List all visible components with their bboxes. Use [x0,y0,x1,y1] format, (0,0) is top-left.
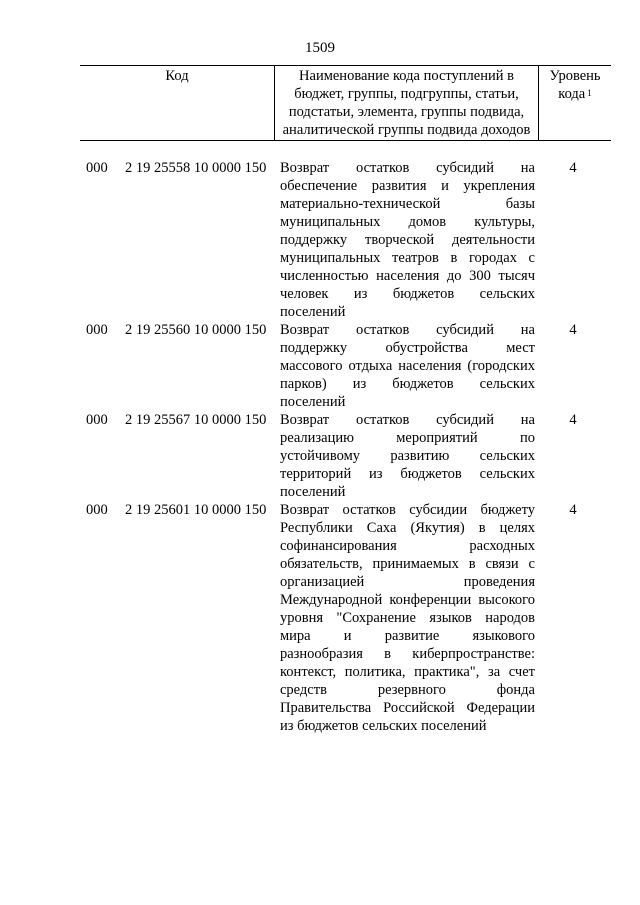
code-name-line: Возврат остатков субсидий на [280,412,535,428]
code-name-line: муниципальных театров в городах с [280,250,535,266]
page-number: 1509 [305,40,335,56]
table-header [80,65,611,141]
code-name-line: разнообразия в киберпространстве: [280,646,535,662]
header-level-line: Уровень [549,68,601,84]
code-name-line: мира и развитие языкового [280,628,535,644]
admin-code: 000 [86,322,108,338]
code-name-line: Возврат остатков субсидий на [280,160,535,176]
header-name-line: Наименование кода поступлений в [299,68,514,84]
code-name-line: уровня "Сохранение языков народов [280,610,535,626]
code-name-line: парков) из бюджетов сельских [280,376,535,392]
code-level: 4 [569,160,577,176]
code-name-line: устойчивому развитию сельских [280,448,535,464]
code-name-line: территорий из бюджетов сельских [280,466,535,482]
code-name-line: массового отдыха населения (городских [280,358,535,374]
code-name-line: Правительства Российской Федерации [280,700,535,716]
header-level [539,67,611,103]
code-name-line: поселений [280,484,346,500]
code-name-line: софинансирования расходных [280,538,535,554]
revenue-code: 2 19 25601 10 0000 150 [125,502,267,518]
code-name-line: Республики Саха (Якутия) в целях [280,520,535,536]
header-name-line: подстатьи, элемента, группы подвида, [288,104,525,120]
code-name-line: численностью населения до 300 тысяч [280,268,535,284]
code-name-line: контекст, политика, практика", за счет [280,664,535,680]
code-name-line: Возврат остатков субсидий на [280,322,535,338]
admin-code: 000 [86,412,108,428]
header-code: Код [165,68,189,84]
code-name-line: обеспечение развития и укрепления [280,178,535,194]
header-name-line: бюджет, группы, подгруппы, статьи, [294,86,519,102]
code-name-line: Возврат остатков субсидии бюджету [280,502,535,518]
code-name [280,501,535,735]
header-name-line: аналитической группы подвида доходов [282,122,531,138]
table-row [80,501,611,735]
admin-code: 000 [86,160,108,176]
code-level: 4 [569,502,577,518]
admin-code: 000 [86,502,108,518]
code-name-line: муниципальных домов культуры, [280,214,535,230]
code-name-line: поддержку обустройства мест [280,340,535,356]
revenue-code: 2 19 25567 10 0000 150 [125,412,267,428]
header-level-text: кода [558,86,586,102]
revenue-code: 2 19 25558 10 0000 150 [125,160,267,176]
code-name [280,159,535,321]
code-name [280,321,535,411]
table-body [80,159,611,735]
code-name-line: человек из бюджетов сельских [280,286,535,302]
code-name-line: поселений [280,394,346,410]
code-name-line: средств резервного фонда [280,682,535,698]
table-row [80,321,611,411]
code-level: 4 [569,322,577,338]
code-name-line: Международной конференции высокого [280,592,535,608]
table-row [80,159,611,321]
code-name-line: обязательств, принимаемых в связи с [280,556,535,572]
code-name-line: реализацию мероприятий по [280,430,535,446]
code-name-line: поддержку творческой деятельности [280,232,535,248]
code-name-line: организацией проведения [280,574,535,590]
code-name-line: из бюджетов сельских поселений [280,718,487,734]
revenue-code: 2 19 25560 10 0000 150 [125,322,267,338]
code-level: 4 [569,412,577,428]
table-row [80,411,611,501]
header-level-line [539,85,611,103]
code-name [280,411,535,501]
header-name [275,67,538,139]
code-name-line: поселений [280,304,346,320]
code-name-line: материально-технической базы [280,196,535,212]
footnote-mark: 1 [587,88,592,98]
